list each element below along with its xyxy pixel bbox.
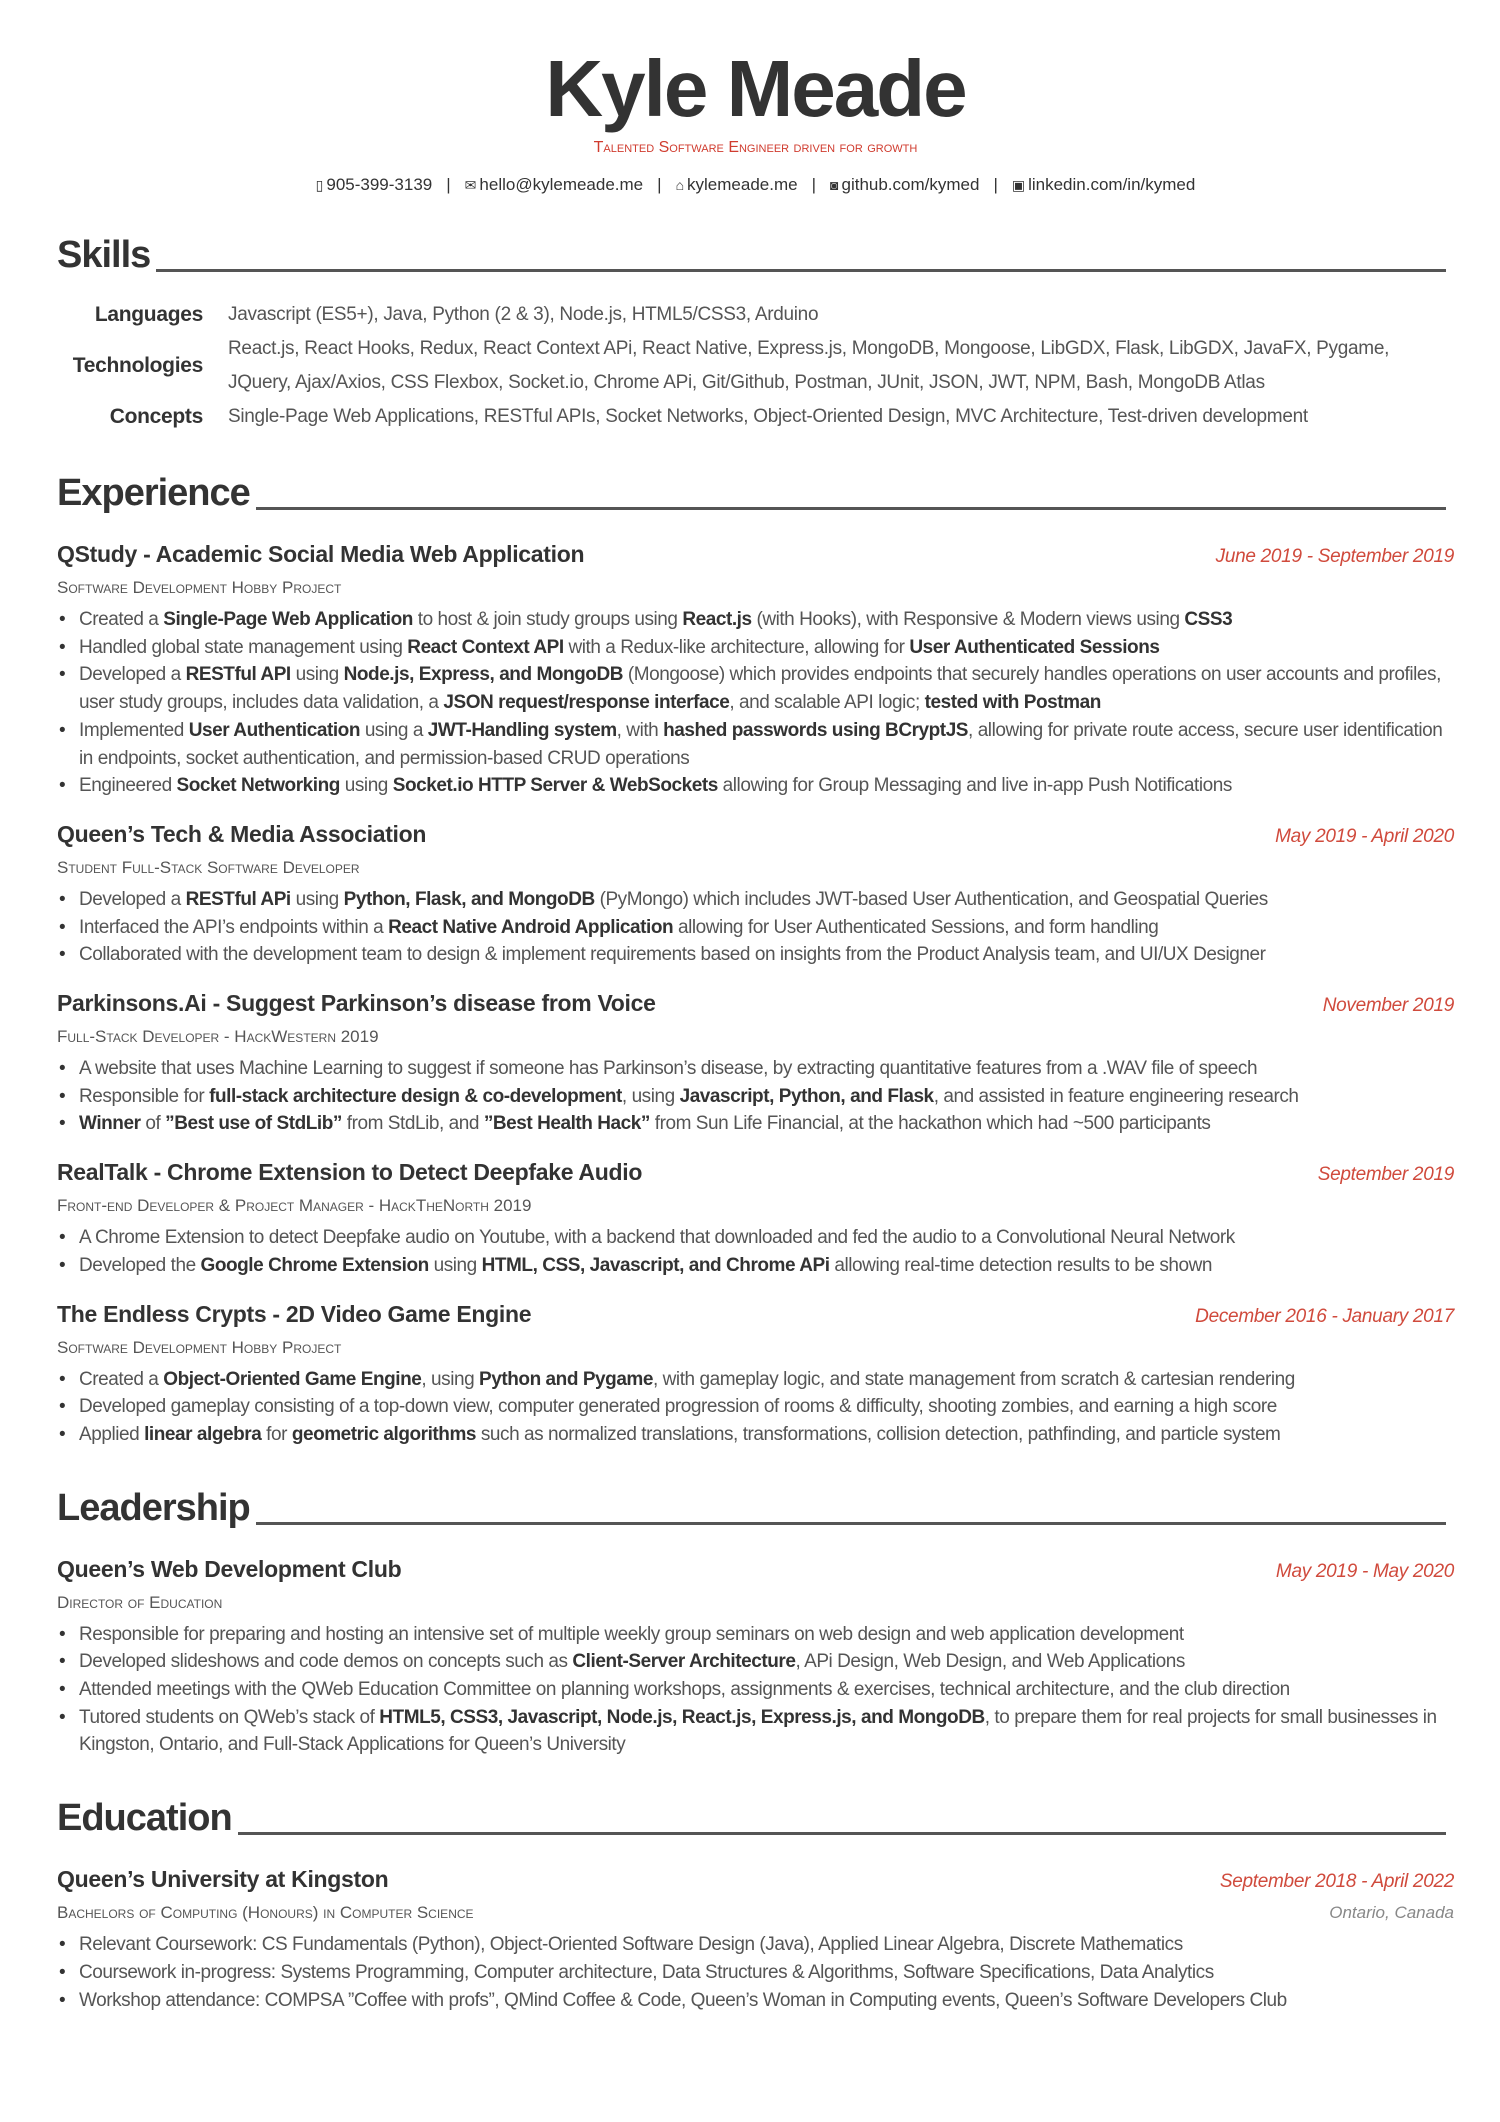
bullet-item [57, 717, 1454, 772]
entry-title: Queen’s Tech & Media Association [57, 820, 427, 847]
text: allowing for User Authenticated Sessions, and form handling [673, 916, 1159, 938]
text: Responsible for [79, 1085, 210, 1107]
skills-table [57, 298, 1454, 434]
text: , using [421, 1368, 480, 1390]
bold-text: RESTful APi [185, 888, 291, 910]
entry-header [57, 1553, 1454, 1585]
entry-header [57, 987, 1454, 1019]
bold-text: Socket Networking [176, 775, 340, 797]
bold-text: hashed passwords using BCryptJS [663, 719, 969, 741]
bullet-item [57, 661, 1454, 716]
bold-text: RESTful API [185, 664, 291, 686]
entry [57, 1298, 1454, 1449]
bold-text: React Native Android Application [388, 916, 674, 938]
contact-separator: | [993, 175, 998, 194]
text: using a [359, 719, 428, 741]
bullet-list [57, 1366, 1454, 1449]
entry-header [57, 1863, 1454, 1895]
bold-text: Node.js, Express, and MongoDB [343, 664, 623, 686]
text: using [290, 664, 344, 686]
text: allowing for Group Messaging and live in-app Push Notifications [717, 775, 1232, 797]
entry-subheader [57, 1895, 1454, 1927]
bold-text: JWT-Handling system [427, 719, 617, 741]
entry-subheader [57, 850, 1454, 882]
entry-role: Software Development Hobby Project [57, 578, 342, 597]
entry-subheader [57, 570, 1454, 602]
entry-date: May 2019 - May 2020 [1275, 1560, 1454, 1582]
bullet-item [57, 1676, 1454, 1704]
text: Attended meetings with the QWeb Education Committee on planning workshops, assignments & exercises, technical architecture, and the club direction [79, 1679, 1290, 1701]
entry-header [57, 538, 1454, 570]
bullet-item [57, 1366, 1454, 1394]
bold-text: Winner [79, 1113, 141, 1135]
contact-link[interactable] [316, 175, 433, 194]
bullet-item [57, 914, 1454, 942]
text: (PyMongo) which includes JWT-based User Authentication, and Geospatial Queries [594, 888, 1268, 910]
entry-title: Queen’s Web Development Club [57, 1555, 402, 1582]
bold-text: tested with Postman [924, 692, 1101, 714]
entry-title: Queen’s University at Kingston [57, 1866, 389, 1893]
contact-link[interactable] [676, 175, 798, 194]
bullet-list [57, 1621, 1454, 1760]
section-rule [256, 507, 1446, 510]
contact-text: 905-399-3139 [326, 175, 433, 194]
bullet-item [57, 634, 1454, 662]
entry [57, 987, 1454, 1138]
experience-heading [57, 470, 1454, 516]
bullet-item [57, 941, 1454, 969]
entry-date: September 2019 [1317, 1164, 1454, 1186]
bold-text: linear algebra [144, 1423, 262, 1445]
text: , APi Design, Web Design, and Web Applications [795, 1651, 1185, 1673]
candidate-name: Kyle Meade [545, 44, 966, 133]
text: Handled global state management using [79, 636, 408, 658]
github-icon: ◙ [830, 177, 839, 193]
bullet-item [57, 1621, 1454, 1649]
bold-text: Object-Oriented Game Engine [163, 1368, 422, 1390]
entry [57, 818, 1454, 969]
home-icon: ⌂ [675, 177, 685, 193]
bullet-item [57, 1110, 1454, 1138]
entry-title: Parkinsons.Ai - Suggest Parkinson’s disease from Voice [57, 990, 656, 1017]
skill-value: Javascript (ES5+), Java, Python (2 & 3), Node.js, HTML5/CSS3, Arduino [228, 304, 819, 325]
text: using [290, 888, 344, 910]
skill-label: Languages [94, 303, 203, 326]
resume [57, 0, 1454, 2014]
text: Implemented [79, 719, 189, 741]
text: Workshop attendance: COMPSA ”Coffee with profs”, QMind Coffee & Code, Queen’s Woman in Computing events, Queen’s Software Developers Club [79, 1989, 1287, 2011]
entry-date: November 2019 [1322, 995, 1454, 1017]
text: , allowing for private route access, secure user identification in endpoints, socket authentication, and permission-based CRUD operations [79, 719, 1443, 769]
text: (with Hooks), with Responsive & Modern views using [751, 609, 1185, 630]
entry-role: Front-end Developer & Project Manager - HackTheNorth 2019 [57, 1196, 532, 1216]
contact-text: github.com/kymed [841, 175, 980, 194]
bullet-item [57, 1252, 1454, 1280]
text: Developed slideshows and code demos on concepts such as [79, 1651, 573, 1673]
bullet-item [57, 1224, 1454, 1252]
skill-label: Technologies [72, 354, 203, 377]
contact-text: hello@kylemeade.me [479, 175, 644, 194]
bold-text: React.js [682, 609, 752, 630]
bold-text: full-stack architecture design & co-development [209, 1085, 622, 1107]
text: Relevant Coursework: CS Fundamentals (Python), Object-Oriented Software Design (Java), Applied Linear Algebra, Discrete Mathematics [79, 1934, 1183, 1956]
text: , and scalable API logic; [729, 692, 925, 714]
entry-role: Full-Stack Developer - HackWestern 2019 [57, 1027, 379, 1047]
section-title: Education [57, 1797, 232, 1840]
text: Applied [79, 1423, 145, 1445]
bold-text: JSON request/response interface [443, 692, 730, 714]
entry [57, 1863, 1454, 2014]
bullet-item [57, 1648, 1454, 1676]
entry-title: RealTalk - Chrome Extension to Detect Deepfake Audio [57, 1159, 643, 1186]
text: Developed a [79, 664, 186, 686]
contact-text: kylemeade.me [687, 175, 798, 194]
email-icon: ✉ [464, 177, 477, 193]
text: Coursework in-progress: Systems Programming, Computer architecture, Data Structures & Algorithms, Software Specifications, Data Analytics [79, 1961, 1214, 1983]
bullet-list [57, 606, 1454, 800]
text: A Chrome Extension to detect Deepfake audio on Youtube, with a backend that downloaded and fed the audio to a Convolutional Neural Network [79, 1227, 1235, 1249]
entry [57, 1156, 1454, 1279]
bullet-list [57, 1224, 1454, 1279]
bold-text: HTML, CSS, Javascript, and Chrome APi [481, 1254, 830, 1276]
entry-date: December 2016 - January 2017 [1195, 1305, 1454, 1327]
text: from StdLib, and [341, 1113, 484, 1135]
section-rule [238, 1832, 1446, 1835]
phone-icon: ▯ [315, 177, 324, 193]
text: Engineered [79, 775, 177, 797]
bullet-item [57, 886, 1454, 914]
text: , with gameplay logic, and state management from scratch & cartesian rendering [653, 1368, 1295, 1390]
text: , with [616, 719, 664, 741]
text: using [339, 775, 393, 797]
bold-text: Client-Server Architecture [572, 1651, 796, 1673]
section-title: Leadership [57, 1486, 250, 1529]
entry-role: Director of Education [57, 1592, 223, 1612]
text: (Mongoose) which provides endpoints that securely handles operations on user accounts and profiles, user study groups, includes data validation, a [79, 664, 1441, 714]
entry-role: Software Development Hobby Project [57, 1337, 342, 1357]
entry-date: June 2019 - September 2019 [1215, 546, 1454, 567]
bold-text: Python and Pygame [479, 1368, 653, 1390]
text: Created a [79, 1368, 164, 1390]
entry-header [57, 818, 1454, 850]
skills-heading [57, 232, 1454, 278]
section-rule [256, 1522, 1446, 1525]
entry [57, 1553, 1454, 1760]
skill-value: React.js, React Hooks, Redux, React Context APi, React Native, Express.js, MongoDB, Mongoose, LibGDX, Flask, LibGDX, JavaFX, Pygame, JQuery, Ajax/Axios, CSS Flexbox, Socket.io, Chrome APi, Git/Github, Postman, JUnit, JSON, JWT, NPM, Bash, MongoDB Atlas [228, 338, 1390, 393]
skill-row [57, 298, 1454, 332]
skill-row [57, 332, 1454, 400]
tagline: Talented Software Engineer driven for growth [593, 139, 918, 156]
bold-text: Python, Flask, and MongoDB [343, 888, 595, 910]
text: , to prepare them for real projects for small businesses in Kingston, Ontario, and Full-Stack Applications for Queen’s University [79, 1706, 1437, 1756]
entry-subheader [57, 1188, 1454, 1220]
skill-label: Concepts [109, 405, 203, 428]
bullet-item [57, 1055, 1454, 1083]
text: using [428, 1254, 482, 1276]
entry-date: September 2018 - April 2022 [1219, 1871, 1454, 1893]
linkedin-icon: ▣ [1011, 177, 1026, 193]
entry-header [57, 1298, 1454, 1330]
entry-subheader [57, 1330, 1454, 1362]
contact-separator: | [446, 175, 451, 194]
section-title: Skills [57, 234, 151, 276]
bold-text: User Authenticated Sessions [909, 636, 1160, 658]
text: Developed gameplay consisting of a top-down view, computer generated progression of rooms & difficulty, shooting zombies, and earning a high score [79, 1396, 1277, 1418]
bold-text: React Context API [407, 636, 564, 658]
section-rule [156, 269, 1446, 272]
bold-text: CSS3 [1184, 609, 1233, 630]
text: Developed a [79, 888, 186, 910]
text: such as normalized translations, transformations, collision detection, pathfinding, and particle system [476, 1423, 1281, 1445]
section-title: Experience [57, 472, 250, 514]
entry-role: Student Full-Stack Software Developer [57, 857, 360, 877]
bullet-item [57, 1421, 1454, 1449]
bullet-item [57, 1931, 1454, 1959]
contact-bar [57, 174, 1454, 196]
skill-value: Single-Page Web Applications, RESTful APIs, Socket Networks, Object-Oriented Design, MVC Architecture, Test-driven development [228, 406, 1308, 427]
contact-link[interactable] [465, 175, 643, 194]
text: for [261, 1423, 292, 1445]
text: Interfaced the API’s endpoints within a [79, 916, 389, 938]
leadership-heading [57, 1485, 1454, 1531]
contact-link[interactable] [830, 175, 979, 194]
bold-text: geometric algorithms [291, 1423, 477, 1445]
bullet-item [57, 1704, 1454, 1759]
bullet-item [57, 1083, 1454, 1111]
bold-text: Socket.io HTTP Server & WebSockets [392, 775, 718, 797]
bullet-list [57, 1931, 1454, 2014]
bullet-item [57, 1987, 1454, 2015]
text: Developed the [79, 1254, 201, 1276]
bullet-item [57, 1393, 1454, 1421]
entry-role: Bachelors of Computing (Honours) in Computer Science [57, 1903, 474, 1923]
bullet-item [57, 772, 1454, 800]
contact-link[interactable] [1012, 175, 1195, 194]
bold-text: HTML5, CSS3, Javascript, Node.js, React.js, Express.js, and MongoDB [379, 1706, 985, 1728]
entry [57, 538, 1454, 800]
entry-title: The Endless Crypts - 2D Video Game Engine [57, 1300, 532, 1327]
contact-text: linkedin.com/in/kymed [1028, 175, 1196, 194]
text: with a Redux-like architecture, allowing for [563, 636, 910, 658]
bold-text: User Authentication [188, 719, 360, 741]
bullet-item [57, 606, 1454, 634]
contact-separator: | [811, 175, 817, 194]
bullet-item [57, 1959, 1454, 1987]
entry-date: May 2019 - April 2020 [1275, 825, 1454, 847]
entry-subheader [57, 1585, 1454, 1617]
entry-location: Ontario, Canada [1329, 1903, 1454, 1923]
text: Tutored students on QWeb’s stack of [79, 1706, 380, 1728]
entry-header [57, 1156, 1454, 1188]
bullet-list [57, 1055, 1454, 1138]
bold-text: ”Best use of StdLib” [165, 1113, 342, 1135]
bold-text: Javascript, Python, and Flask [679, 1085, 934, 1107]
text: Created a [79, 609, 164, 630]
text: , and assisted in feature engineering research [933, 1085, 1299, 1107]
text: Responsible for preparing and hosting an intensive set of multiple weekly group seminars on web design and web application development [79, 1623, 1184, 1645]
text: A website that uses Machine Learning to suggest if someone has Parkinson’s disease, by extracting quantitative features from a .WAV file of speech [79, 1058, 1258, 1080]
entry-title: QStudy - Academic Social Media Web Application [57, 541, 585, 567]
text: Collaborated with the development team to design & implement requirements based on insights from the Product Analysis team, and UI/UX Designer [79, 944, 1266, 966]
bullet-list [57, 886, 1454, 969]
text: to host & join study groups using [412, 609, 683, 630]
bold-text: ”Best Health Hack” [483, 1113, 650, 1135]
text: from Sun Life Financial, at the hackathon which had ~500 participants [649, 1113, 1211, 1135]
skill-row [57, 400, 1454, 434]
text: , using [621, 1085, 680, 1107]
text: allowing real-time detection results to be shown [829, 1254, 1212, 1276]
education-heading [57, 1795, 1454, 1841]
text: of [140, 1113, 166, 1135]
contact-separator: | [657, 175, 662, 194]
entry-subheader [57, 1019, 1454, 1051]
bold-text: Google Chrome Extension [200, 1254, 429, 1276]
bold-text: Single-Page Web Application [163, 609, 413, 630]
